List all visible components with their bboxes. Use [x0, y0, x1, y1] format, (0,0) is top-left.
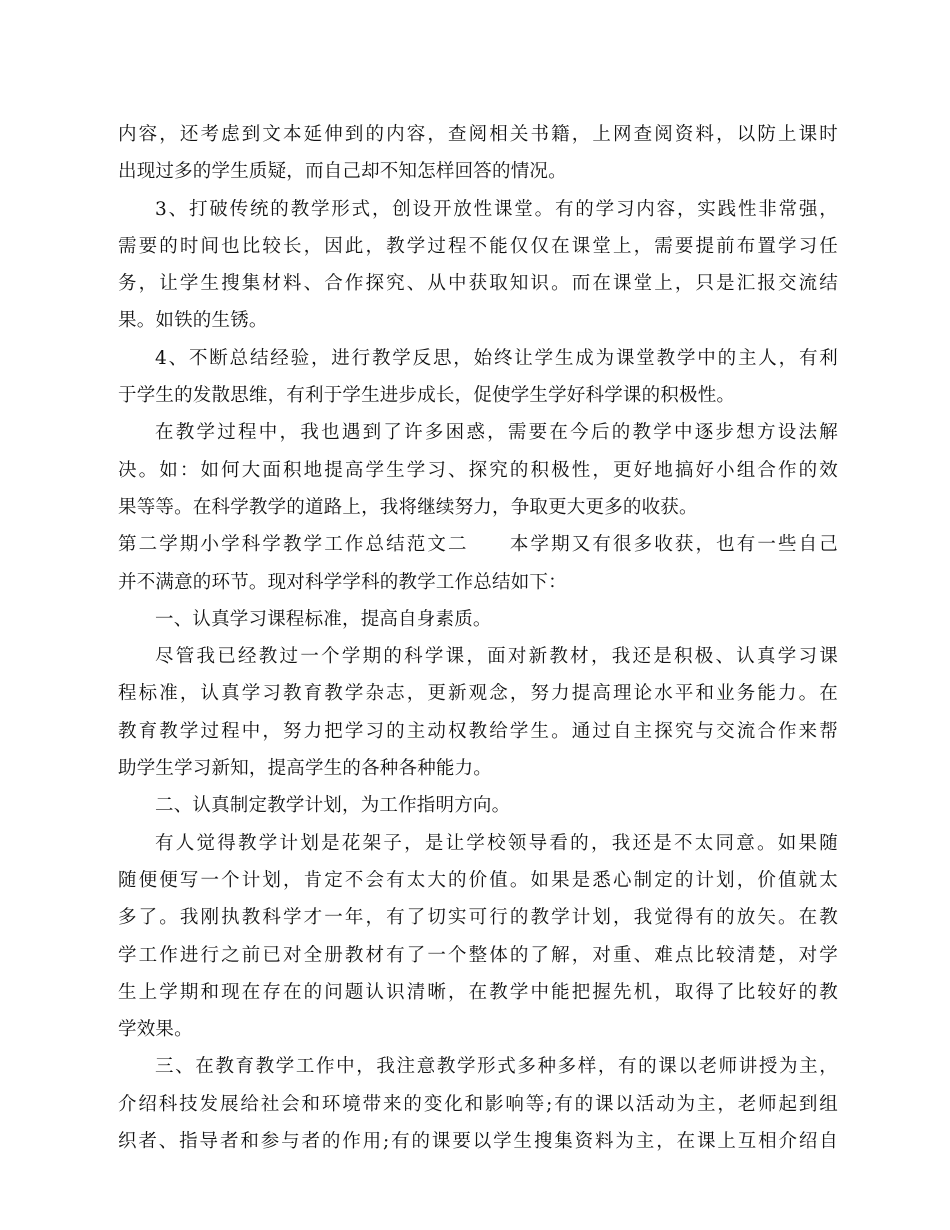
text-line: 在教学过程中，我也遇到了许多困惑，需要在今后的教学中逐步想方设法解: [155, 422, 838, 444]
text-line: 随便便写一个计划，肯定不会有太大的价值。如果是悉心制定的计划，价值就太: [118, 869, 838, 891]
text-line: 需要的时间也比较长，因此，教学过程不能仅仅在课堂上，需要提前布置学习任: [118, 235, 838, 257]
text-line: 于学生的发散思维，有利于学生进步成长，促使学生学好科学课的积极性。: [118, 385, 736, 407]
text-line: 4、不断总结经验，进行教学反思，始终让学生成为课堂教学中的主人，有利: [155, 347, 838, 369]
text-line: 介绍科技发展给社会和环境带来的变化和影响等;有的课以活动为主，老师起到组: [118, 1093, 838, 1115]
text-line: 织者、指导者和参与者的作用;有的课要以学生搜集资料为主，在课上互相介绍自: [118, 1131, 838, 1153]
text-line: 出现过多的学生质疑，而自己却不知怎样回答的情况。: [118, 161, 567, 183]
text-line: 3、打破传统的教学形式，创设开放性课堂。有的学习内容，实践性非常强，: [155, 198, 838, 220]
text-line: 生上学期和现在存在的问题认识清晰，在教学中能把握先机，取得了比较好的教: [118, 981, 838, 1003]
text-line: 学工作进行之前已对全册教材有了一个整体的了解，对重、难点比较清楚，对学: [118, 944, 838, 966]
text-line: 一、认真学习课程标准，提高自身素质。: [155, 608, 492, 630]
text-line: 多了。我刚执教科学才一年，有了切实可行的教学计划，我觉得有的放矢。在教: [118, 907, 838, 929]
text-line: 教育教学过程中，努力把学习的主动权教给学生。通过自主探究与交流合作来帮: [118, 720, 838, 742]
text-line: 第二学期小学科学教学工作总结范文二 本学期又有很多收获，也有一些自己: [118, 534, 838, 556]
text-line: 务，让学生搜集材料、合作探究、从中获取知识。而在课堂上，只是汇报交流结: [118, 273, 838, 295]
text-line: 内容，还考虑到文本延伸到的内容，查阅相关书籍，上网查阅资料，以防上课时: [118, 124, 838, 145]
text-line: 三、在教育教学工作中，我注意教学形式多种多样，有的课以老师讲授为主，: [155, 1056, 838, 1078]
text-line: 果等等。在科学教学的道路上，我将继续努力，争取更大更多的收获。: [118, 496, 698, 518]
text-line: 二、认真制定教学计划，为工作指明方向。: [155, 795, 511, 817]
text-line: 决。如：如何大面积地提高学生学习、探究的积极性，更好地搞好小组合作的效: [118, 459, 838, 481]
text-line: 果。如铁的生锈。: [118, 310, 268, 332]
document-body: [118, 116, 838, 1160]
text-line: 并不满意的环节。现对科学学科的教学工作总结如下：: [118, 571, 567, 593]
text-line: 学效果。: [118, 1019, 193, 1041]
text-line: 程标准，认真学习教育教学杂志，更新观念，努力提高理论水平和业务能力。在: [118, 683, 838, 705]
text-line: 尽管我已经教过一个学期的科学课，面对新教材，我还是积极、认真学习课: [155, 646, 838, 668]
text-line: 助学生学习新知，提高学生的各种各种能力。: [118, 758, 493, 780]
text-line: 有人觉得教学计划是花架子，是让学校领导看的，我还是不太同意。如果随: [155, 832, 838, 854]
